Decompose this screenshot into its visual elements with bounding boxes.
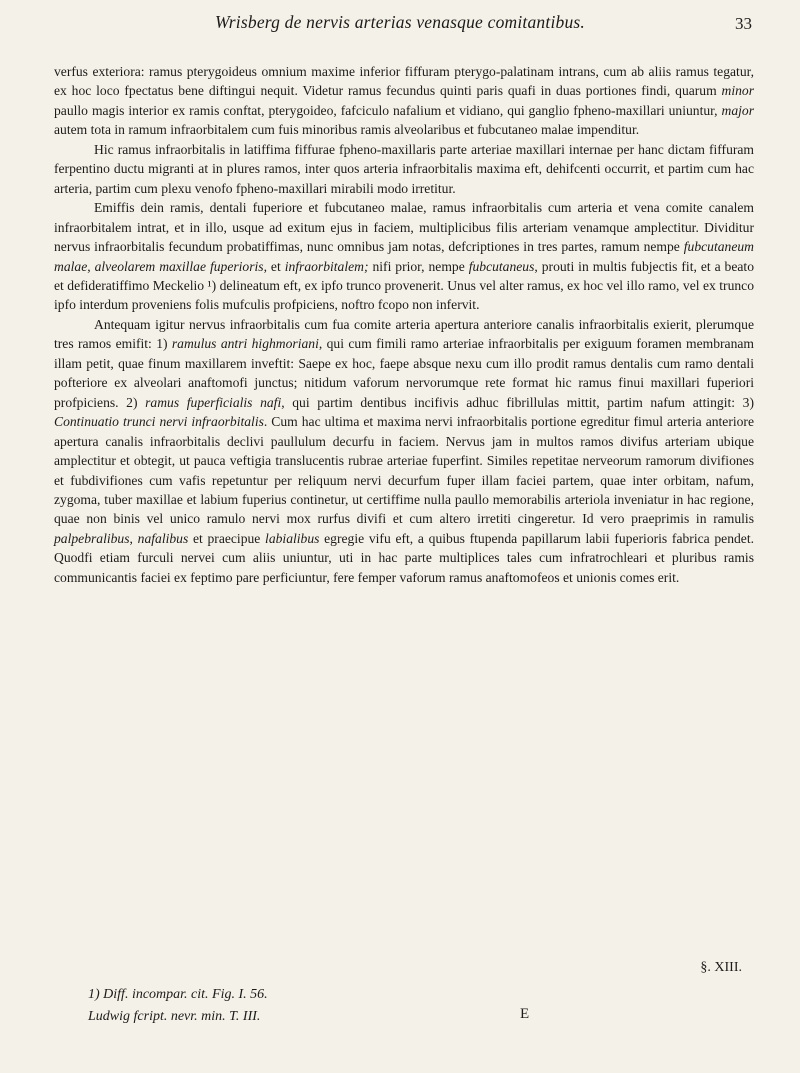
footnote-1: 1) Diff. incompar. cit. Fig. I. 56. <box>88 987 268 1002</box>
text-run: nifi prior, nempe <box>368 258 469 274</box>
page-number: 33 <box>735 14 752 33</box>
text-run: autem tota in ramum infraorbitalem cum fuis minoribus ramis alveolaribus et fubcutaneo malae impenditur. <box>54 122 640 138</box>
paragraph-1 <box>54 62 754 140</box>
text-run: , qui cum fimili ramo arteriae infraorbitalis per exiguum foramen membranam illam petit, quae finum maxillarem inveftit: Saepe ex hoc, faepe absque nexu cum illo prodit ramus dentalis cum ramo dentali pofteriore ex alveolari anaftomofi junctus; nitidum vaforum nervorumque rete format hic ramus finui maxillari fuperiori profpiciens. 2) <box>54 336 754 410</box>
text-run: Hic ramus infraorbitalis in latiffima fiffurae fpheno-maxillaris parte arteriae maxillari internae per hanc dictam fiffuram ferpentino ductu migranti at in plures ramos, inter quos arteria infraorbitalis maxima eft, dehifcenti occurrit, et partim cum hac arteria, partim cum plexu venofo fpheno-maxillari mirabili modo irretitur. <box>54 141 754 196</box>
signature-mark: E <box>520 1006 530 1022</box>
italic-term: nafalibus <box>137 530 189 546</box>
italic-term: Continuatio trunci nervi infraorbitalis <box>54 414 264 430</box>
text-run: paullo magis interior ex ramis conftat, pterygoideo, fafciculo nafalium et vidiano, qui ganglio fpheno-maxillari uniuntur, <box>54 102 722 118</box>
text-run: verfus exteriora: ramus pterygoideus omnium maxime inferior fiffuram pterygo-palatinam intrans, cum ab aliis ramus tegatur, ex hoc loco fpectatus bene diftingui nequit. Videtur ramus fecundus quinti paris quafi in duas portiones findi, quarum <box>54 64 754 99</box>
italic-term: labialibus <box>265 530 320 546</box>
footnotes <box>88 984 708 1028</box>
italic-term: fubcutaneum malae <box>54 239 754 274</box>
text-run: . Cum hac ultima et maxima nervi infraorbitalis portione egreditur fimul arteria anteriore apertura canalis infraorbitalis declivi paullulum decurfu in faciem. Nervus jam in multos ramos divifus arteriam ubique amplectitur et obtegit, ut pauca veftigia translucentis rubrae arteriae fuperfint. Similes repetitae nerveorum ramorum divifiones et fubdivifiones cum vafis repetuntur per reliquum nervi decurfum fuper illam faciei partem, quae inter orbitam, nafum, zygoma, tuber maxillae et labium fuperius continetur, ut certiffime nulla paullo memorabilis arteriola inveniatur in hac regione, quae non binis vel unico ramulo nervi mox rurfus divifi et cum altero irretiti cingeretur. Id vero praeprimis in ramulis <box>54 414 754 527</box>
text-run: , <box>129 530 138 546</box>
body-text <box>54 62 754 587</box>
page-header <box>0 6 800 40</box>
text-run: , qui partim dentibus incifivis adhuc fibrillulas mittit, partim nafum attingit: 3) <box>281 394 755 410</box>
text-run: , et <box>263 258 285 274</box>
text-run: et praecipue <box>188 530 266 546</box>
italic-term: infraorbitalem; <box>284 258 369 274</box>
running-head: Wrisberg de nervis arterias venasque comitantibus. <box>214 12 585 32</box>
italic-term: ramulus antri highmoriani <box>171 336 319 352</box>
italic-term: palpebralibus <box>54 530 130 546</box>
italic-term: alveolarem maxillae fuperioris <box>94 258 264 274</box>
text-run: egregie vifu eft, a quibus ftupenda papillarum labii fuperioris fabrica pendet. Quodfi etiam furculi nervei cum aliis uniuntur, uti in hac parte multiplices tales cum infratrochleari et pluribus ramis communicantis faciei ex feptimo pare perficiuntur, fere femper vaforum ramus anaftomofeos et unionis comes erit. <box>54 530 755 585</box>
text-run: , <box>87 258 95 274</box>
paragraph-4 <box>54 315 754 587</box>
italic-term: ramus fuperficialis nafi <box>145 394 282 410</box>
italic-term: fubcutaneus <box>468 258 535 274</box>
italic-term: minor <box>721 83 754 99</box>
footnote-2: Ludwig fcript. nevr. min. T. III. <box>88 1009 261 1024</box>
text-run: Emiffis dein ramis, dentali fuperiore et fubcutaneo malae, ramus infraorbitalis cum arteria et vena comite canalem infraorbitalem intrat, et in illo, usque ad exitum ejus in faciem, multiplicibus filis arteriam venamque amplectitur. Dividitur nervus infraorbitalis fecundum probatiffimas, nunc omnibus jam notas, defcriptiones in tres partes, ramum nempe <box>54 200 754 255</box>
text-run: , prouti in multis fubjectis fit, et a beato et defideratiffimo Meckelio ¹) delineatum eft, ex ipfo trunco provenerit. Unus vel alter ramus, ex hoc vel illo ramo, vel ex trunco ipfo interdum proveniens folis mufculis profpiciens, noftro fcopo non infervit. <box>54 258 754 313</box>
paragraph-2 <box>54 140 754 198</box>
text-run: Antequam igitur nervus infraorbitalis cum fua comite arteria apertura anteriore canalis infraorbitalis exierit, plerumque tres ramos emifit: 1) <box>54 316 754 352</box>
section-marker: §. XIII. <box>700 960 742 975</box>
italic-term: major <box>721 102 754 118</box>
paragraph-3 <box>54 198 754 315</box>
